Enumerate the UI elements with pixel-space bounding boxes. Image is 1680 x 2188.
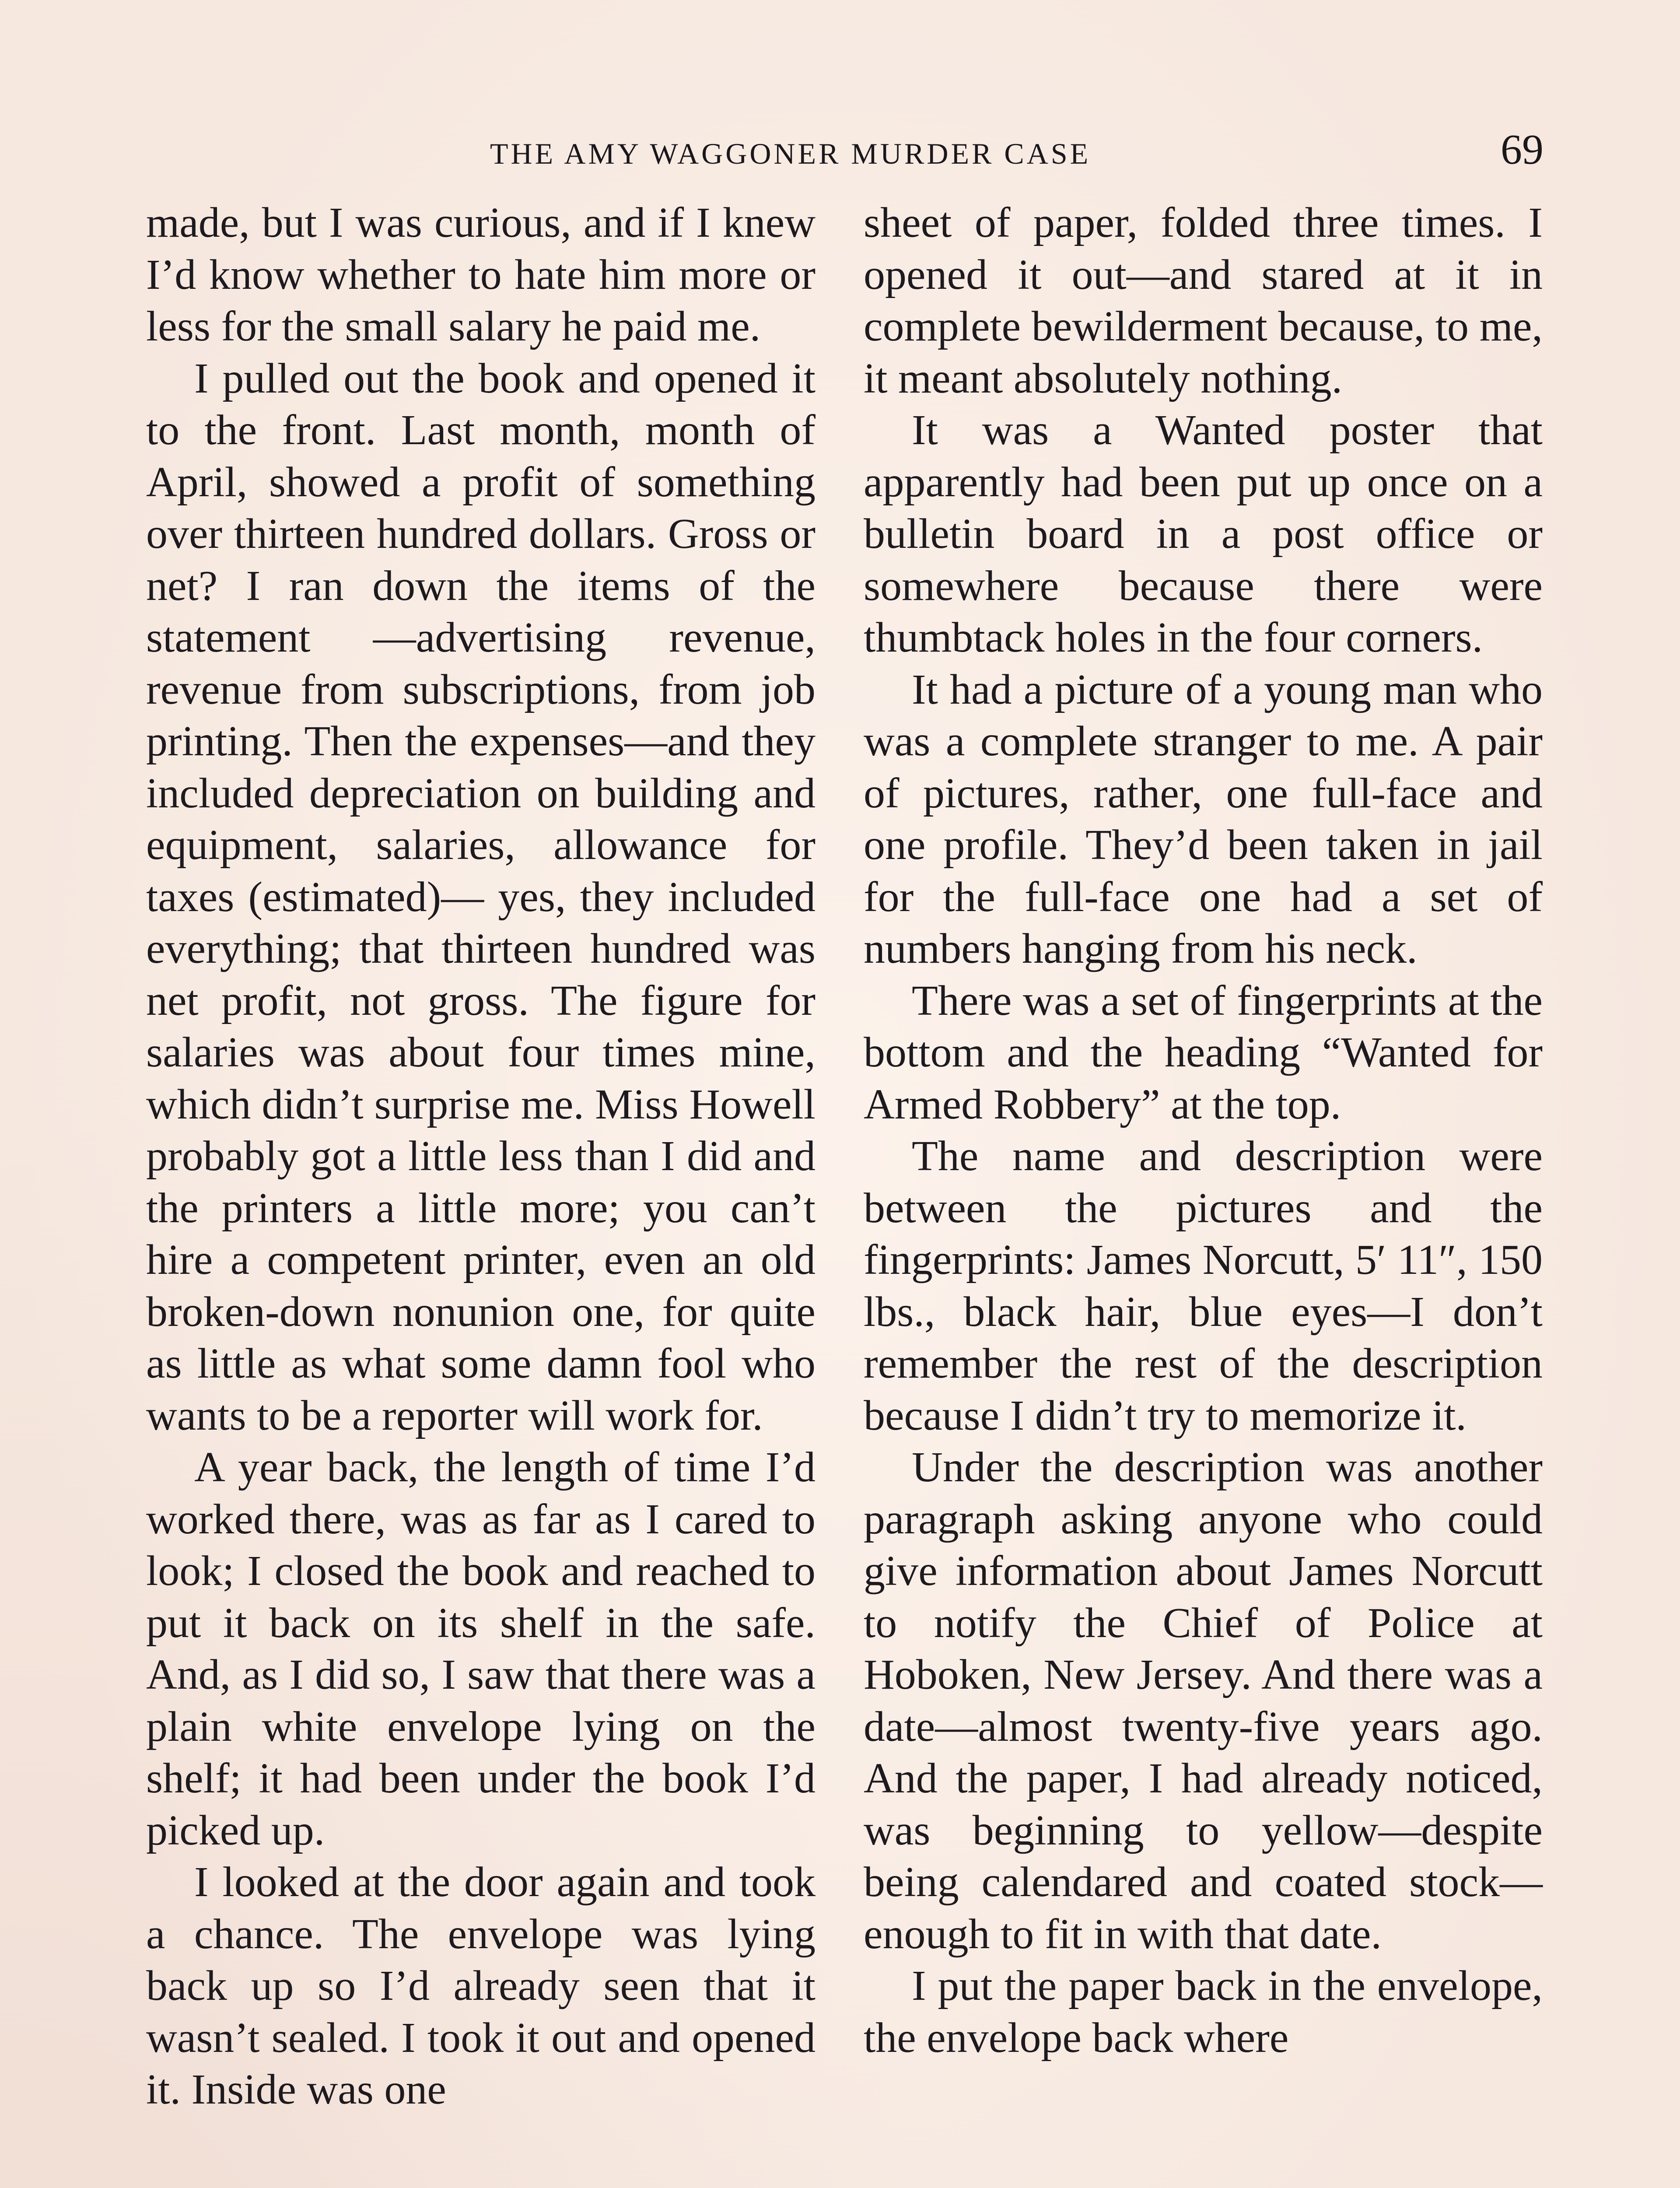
right-text-column: [864, 197, 1543, 2064]
running-title: THE AMY WAGGONER MURDER CASE: [490, 137, 1091, 170]
paragraph: Under the description was another paragraph asking anyone who could give information about James Norcutt to notify the Chief of Police at Hoboken, New Jersey. And there was a date—almost twenty-five years ago. And the paper, I had already noticed, was beginning to yellow—despite being calendared and coated stock— enough to fit in with that date.: [864, 1444, 1543, 1958]
paragraph: There was a set of fingerprints at the bottom and the heading “Wanted for Armed Robbery” at the top.: [864, 977, 1543, 1128]
paragraph: made, but I was curious, and if I knew I’d know whether to hate him more or less for the small salary he paid me.: [146, 199, 816, 350]
paragraph: I pulled out the book and opened it to the front. Last month, month of April, showed a profit of something over thirteen hundred dollars. Gross or net? I ran down the items of the statement —advertising revenue, revenue from subscriptions, from job printing. Then the expenses—and they included depreciation on building and equipment, salaries, allowance for taxes (estimated)— yes, they included everything; that thirteen hundred was net profit, not gross. The figure for salaries was about four times mine, which didn’t surprise me. Miss Howell probably got a little less than I did and the printers a little more; you can’t hire a competent printer, even an old broken-down nonunion one, for quite as little as what some damn fool who wants to be a reporter will work for.: [146, 354, 816, 1439]
left-text-column: [146, 197, 816, 2116]
paragraph: I put the paper back in the envelope, the envelope back where: [864, 1962, 1543, 2062]
page-number: 69: [1501, 126, 1544, 173]
paragraph: It was a Wanted poster that apparently had been put up once on a bulletin board in a post office or somewhere because there were thumbtack holes in the four corners.: [864, 407, 1543, 661]
paragraph: A year back, the length of time I’d worked there, was as far as I cared to look; I closed the book and reached to put it back on its shelf in the safe. And, as I did so, I saw that there was a plain white envelope lying on the shelf; it had been under the book I’d picked up.: [146, 1444, 816, 1854]
paragraph: The name and description were between the pictures and the fingerprints: James Norcutt, 5′ 11″, 150 lbs., black hair, blue eyes—I don’t remember the rest of the description because I didn’t try to memorize it.: [864, 1133, 1543, 1439]
paragraph: I looked at the door again and took a chance. The envelope was lying back up so I’d already seen that it wasn’t sealed. I took it out and opened it. Inside was one: [146, 1858, 816, 2113]
paragraph: It had a picture of a young man who was a complete stranger to me. A pair of pictures, rather, one full-face and one profile. They’d been taken in jail for the full-face one had a set of numbers hanging from his neck.: [864, 666, 1543, 972]
paragraph: sheet of paper, folded three times. I opened it out—and stared at it in complete bewilderment because, to me, it meant absolutely nothing.: [864, 199, 1543, 402]
